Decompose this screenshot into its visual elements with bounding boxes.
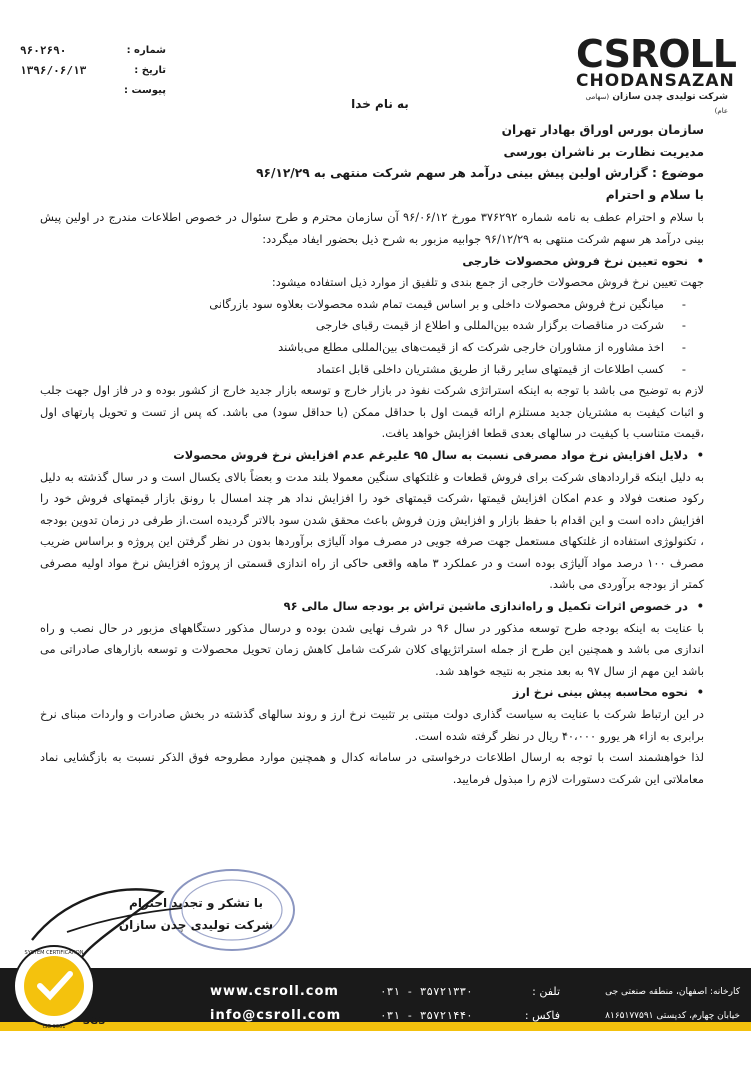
company-name-text: شرکت تولیدی چدن سازان [612,92,728,102]
section-1-body: لازم به توضیح می باشد با توجه به اینکه استراتژی شرکت نفوذ در بازار خارج و توسعه بازار جدید خارج از کشور بوده و در فاز اول جهت جلب و اثبات کیفیت به مشتریان جدید مستلزم ارائه قیمت اول با حداقل ممکن (با حداقل سود) می باشد. که پس از تست و تحویل پارتهای اول ،قیمت متناسب با کیفیت در سالهای بعدی قطعا افزایش خواهد یافت. [40,383,704,441]
footer-phone-row [380,980,560,1004]
section-1-item: - میانگین نرخ فروش محصولات داخلی و بر اساس قیمت تمام شده محصولات بعلاوه سود بازرگانی [40,294,704,316]
meta-date-label: تاریخ : [134,64,166,76]
meta-date-row [16,60,166,80]
section-4-title: • نحوه محاسبه پیش بینی نرخ ارز [40,682,704,704]
cert-iso: ISO 9001 [42,1024,66,1030]
logo-wordmark: CSROLL [576,32,736,76]
footer-phones [380,980,560,1028]
footer-fax-row [380,1004,560,1028]
company-type: (سهامی عام) [585,93,728,115]
meta-number-label: شماره : [126,44,166,56]
section-1-title: • نحوه تعیین نرخ فروش محصولات خارجی [40,251,704,273]
footer-email-link[interactable]: info@csroll.com [210,1008,342,1023]
footer-fax-label: فاکس : [524,1009,560,1022]
footer-address [580,980,740,1028]
section-1-intro: جهت تعیین نرخ فروش محصولات خارجی از جمع بندی و تلفیق از موارد ذیل استفاده میشود: [271,275,704,290]
footer-web [210,980,350,1028]
section-4-body: در این ارتباط شرکت با عنایت به سیاست گذاری دولت مبتنی بر تثبیت نرخ ارز و روند سالهای گذشته در بخش صادرات و واردات مبنای نرخ برابری به ازاء هر یورو ۴۰،۰۰۰ ریال در نظر گرفته شده است. [40,707,704,743]
letter-body [40,120,704,790]
footer-fax-value: ۰۳۱ - ۳۵۷۲۱۴۴۰ [380,1009,473,1022]
footer-address-line-1: کارخانه: اصفهان، منطقه صنعتی جی [605,987,740,997]
sgs-certification-icon [10,940,106,1032]
basmala: به نام خدا [351,97,409,111]
section-2-title: • دلایل افزایش نرخ مواد مصرفی نسبت به سال ۹۵ علیرغم عدم افزایش نرخ فروش محصولات [40,445,704,467]
signature-line-1: با تشکر و تجدید احترام [129,896,263,910]
letter-intro: با سلام و احترام عطف به نامه شماره ۳۷۶۲۹۲ مورخ ۹۶/۰۶/۱۲ آن سازمان محترم و طرح سئوال در خصوص اطلاعات مندرج در اولین پیش بینی درآمد هر سهم شرکت منتهی به ۹۶/۱۲/۲۹ جوابیه مزبور به شرح ذیل بحضور ایفاد میگردد: [40,210,704,246]
meta-number-row [16,40,166,60]
company-logo [576,32,736,118]
letter-greeting: با سلام و احترام [605,187,704,202]
meta-attachment-row [16,80,166,100]
company-name [576,90,728,118]
letter-subject: موضوع : گزارش اولین پیش بینی درآمد هر سهم شرکت منتهی به ۹۶/۱۲/۲۹ [256,166,704,181]
footer-phone-label: تلفن : [532,985,560,998]
section-1-item: - شرکت در مناقصات برگزار شده بین‌المللی و اطلاع از قیمت رقبای خارجی [40,315,704,337]
meta-number-value: ۹۶۰۲۶۹۰ [20,43,67,57]
footer-phone-value: ۰۳۱ - ۳۵۷۲۱۳۳۰ [380,985,473,998]
section-3-body: با عنایت به اینکه بودجه طرح توسعه مذکور در سال ۹۶ در شرف نهایی شدن بوده و درسال مذکور دستگاههای مزبور در حال نصب و راه اندازی می باشد و همچنین این طرح از جمله استراتژیهای کلان شرکت شامل کاهش زمان تحویل محصولات و توسعه بازارهای صادراتی می باشد این مهم از سال ۹۷ به بعد منجر به نتیجه خواهد شد. [40,620,704,678]
meta-attachment-label: پیوست : [123,84,166,96]
cert-brand: SGS [82,1016,106,1027]
section-1-item: - اخذ مشاوره از مشاوران خارجی شرکت که از قیمت‌های بین‌المللی مطلع می‌باشند [40,337,704,359]
meta-date-value: ۱۳۹۶/۰۶/۱۳ [20,63,87,77]
recipient-line-2: مدیریت نظارت بر ناشران بورسی [503,144,704,159]
cert-label: SYSTEM CERTIFICATION [24,950,84,956]
section-3-title: • در خصوص اثرات تکمیل و راه‌اندازی ماشین تراش بر بودجه سال مالی ۹۶ [40,596,704,618]
letter-meta [16,40,166,100]
section-1-item: - کسب اطلاعات از قیمتهای سایر رقبا از طریق مشتریان داخلی قابل اعتماد [40,359,704,381]
logo-subtitle: CHODANSAZAN [576,71,735,91]
footer-website-link[interactable]: www.csroll.com [210,984,339,999]
signature-line-2: شرکت تولیدی چدن سازان [118,918,274,932]
recipient-line-1: سازمان بورس اوراق بهادار تهران [501,123,704,137]
footer-address-line-2: خیابان چهارم، کدپستی ۸۱۶۵۱۷۷۵۹۱ [605,1011,740,1021]
signature-block [86,892,306,936]
section-2-body: به دلیل اینکه قراردادهای شرکت برای فروش قطعات و غلتکهای سنگین معمولا بلند مدت و بعضاً بالای یکسال است و در سال گذشته به دلیل رکود صنعت فولاد و عدم امکان افزایش قیمتها ،شرکت قیمتهای خود را افزایش نداد هر چند امسال با رونق بازار قیمتهای فروش خود را افزایش داده است و این اقدام با حفظ بازار و افزایش وزن فروش باعث محقق شدن سود بالاتر گردیده است.از طرفی در زمان تدوین بودجه ، تکنولوژی استفاده از غلتکهای مستعمل جهت صرفه جویی در مصرف مواد آلیاژی برآوردها بدون در نظر گرفتن این پروژه و براساس ضریب مصرف ۱۰۰ درصد مواد آلیاژی بوده است و در عملکرد ۳ ماهه واقعی حاکی از راه اندازی قسمتی از پروژه افزایش نرخ مواد اولیه مصرفی کمتر از بودجه برآوردی می باشد. [40,469,705,592]
letter-closing: لذا خواهشمند است با توجه به ارسال اطلاعات درخواستی در سامانه کدال و همچنین موارد مطروحه فوق الذکر نسبت به بازگشایی نماد معاملاتی این شرکت دستورات لازم را مبذول فرمایید. [40,750,704,786]
